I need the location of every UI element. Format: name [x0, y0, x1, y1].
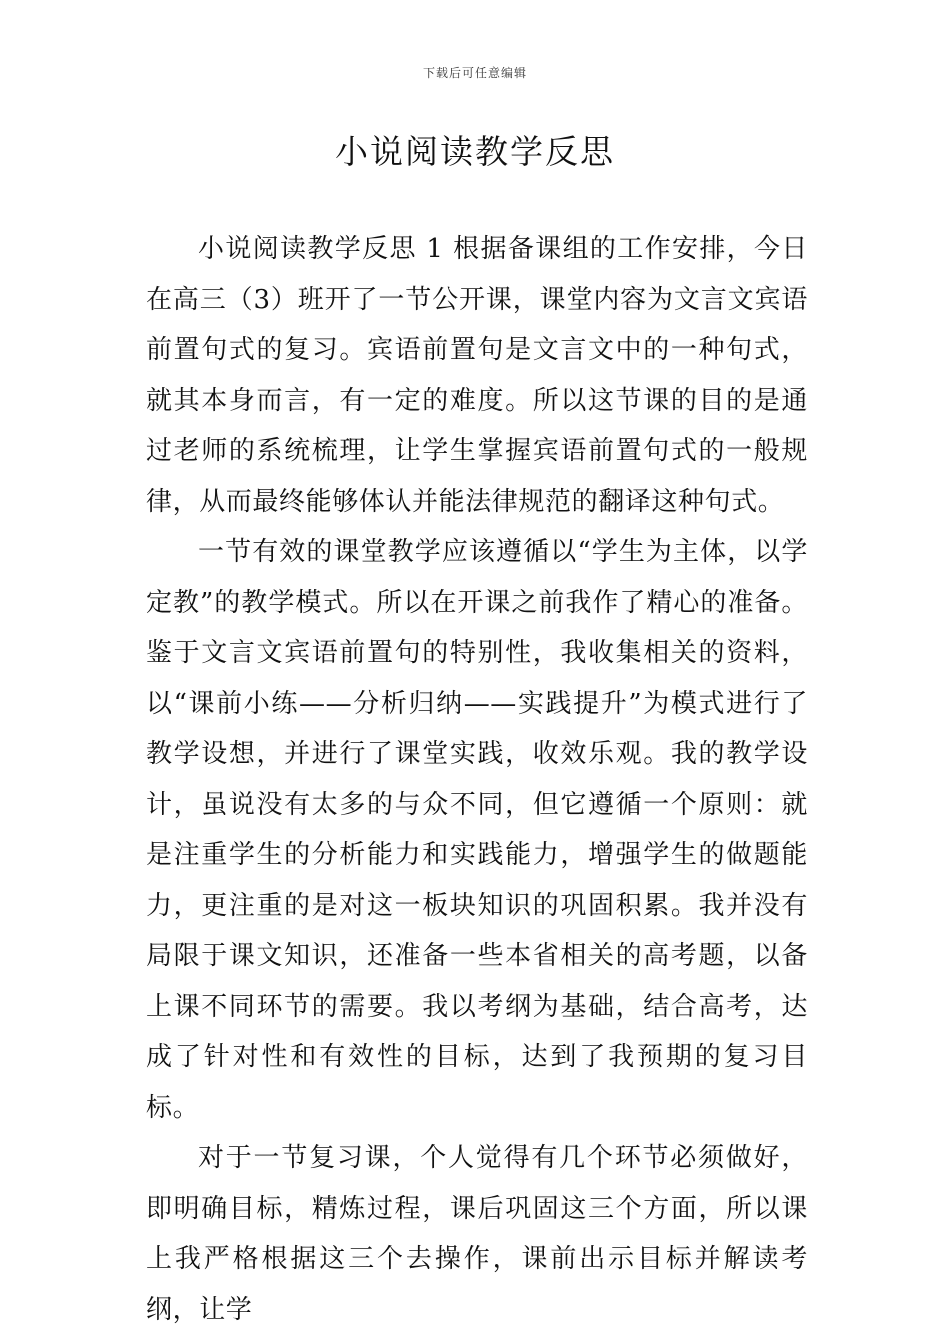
- document-body: [146, 224, 808, 1335]
- header-note: 下载后可任意编辑: [422, 66, 527, 80]
- paragraph-1: 小说阅读教学反思 1 根据备课组的工作安排，今日在高三（3）班开了一节公开课，课堂内容为文言文宾语前置句式的复习。宾语前置句是文言文中的一种句式，就其本身而言，有一定的难度。所以这节课的目的是通过老师的系统梳理，让学生掌握宾语前置句式的一般规律，从而最终能够体认并能法律规范的翻译这种句式。: [146, 234, 808, 517]
- paragraph-3: 对于一节复习课，个人觉得有几个环节必须做好，即明确目标，精炼过程，课后巩固这三个方面，所以课上我严格根据这三个去操作，课前出示目标并解读考纲，让学: [146, 1143, 808, 1325]
- paragraph-2: 一节有效的课堂教学应该遵循以“学生为主体，以学定教”的教学模式。所以在开课之前我作了精心的准备。鉴于文言文宾语前置句的特别性，我收集相关的资料，以“课前小练——分析归纳——实践提升”为模式进行了教学设想，并进行了课堂实践，收效乐观。我的教学设计，虽说没有太多的与众不同，但它遵循一个原则：就是注重学生的分析能力和实践能力，增强学生的做题能力，更注重的是对这一板块知识的巩固积累。我并没有局限于课文知识，还准备一些本省相关的高考题，以备上课不同环节的需要。我以考纲为基础，结合高考，达成了针对性和有效性的目标，达到了我预期的复习目标。: [146, 537, 808, 1123]
- document-title: 小说阅读教学反思: [335, 132, 615, 171]
